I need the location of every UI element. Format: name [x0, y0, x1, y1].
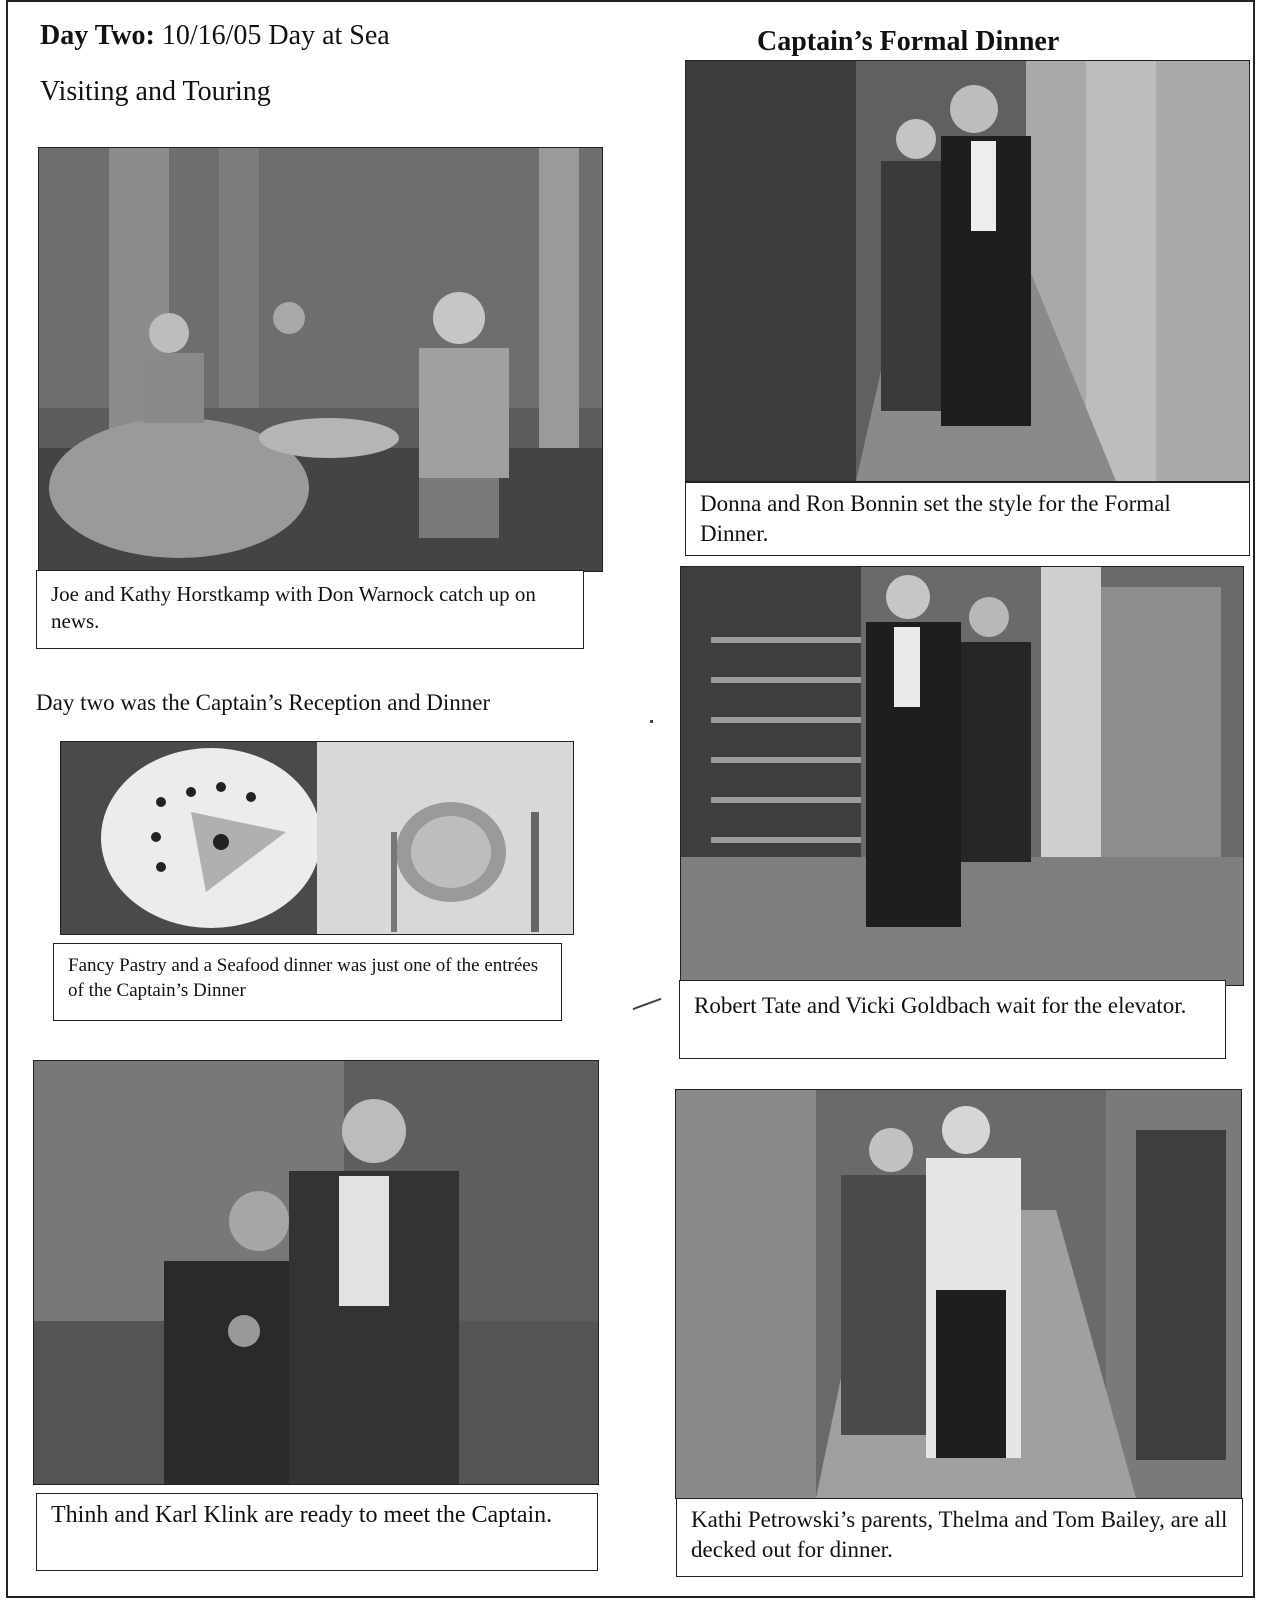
scan-dot — [650, 720, 653, 723]
photo-bonnin — [685, 60, 1250, 482]
section-text: Day two was the Captain’s Reception and Dinner — [36, 690, 491, 715]
photo-klink — [33, 1060, 599, 1485]
photo-bailey — [675, 1089, 1242, 1499]
day-text: 10/16/05 Day at Sea — [154, 20, 390, 51]
day-heading — [40, 20, 390, 52]
caption-pastry: Fancy Pastry and a Seafood dinner was just one of the entrées of the Captain’s Dinner — [53, 943, 562, 1021]
photo-pastry-seafood — [60, 741, 574, 935]
right-column-title: Captain’s Formal Dinner — [757, 26, 1060, 57]
caption-klink: Thinh and Karl Klink are ready to meet the Captain. — [36, 1493, 598, 1571]
photo-tate — [680, 566, 1244, 986]
caption-bailey: Kathi Petrowski’s parents, Thelma and Tom Bailey, are all decked out for dinner. — [676, 1498, 1243, 1577]
caption-lounge: Joe and Kathy Horstkamp with Don Warnock catch up on news. — [36, 570, 584, 649]
caption-bonnin: Donna and Ron Bonnin set the style for the Formal Dinner. — [685, 482, 1250, 556]
caption-tate: Robert Tate and Vicki Goldbach wait for the elevator. — [679, 980, 1226, 1059]
day-label: Day Two: — [40, 20, 155, 51]
section-subtitle: Visiting and Touring — [40, 76, 271, 107]
photo-lounge — [38, 147, 603, 572]
